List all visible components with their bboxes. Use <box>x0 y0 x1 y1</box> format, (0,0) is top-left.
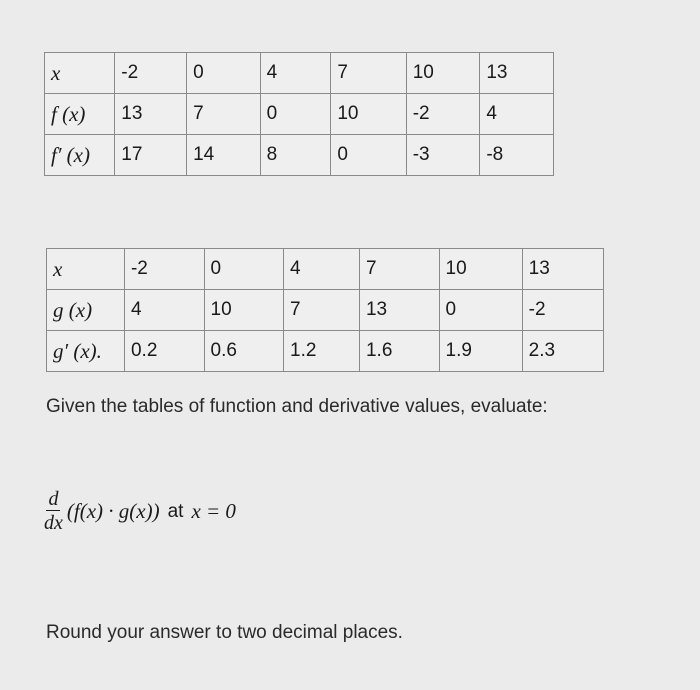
row-label: f (x) <box>45 94 115 135</box>
table-row <box>45 53 554 94</box>
table-row <box>45 94 554 135</box>
table-cell: 10 <box>204 290 284 331</box>
table-cell: 8 <box>260 135 331 176</box>
table-cell: 4 <box>124 290 204 331</box>
table-cell: 10 <box>439 249 522 290</box>
table-cell: -2 <box>522 290 603 331</box>
table-cell: 0.6 <box>204 331 284 372</box>
table-cell: 10 <box>331 94 406 135</box>
row-label: g (x) <box>47 290 125 331</box>
rounding-note: Round your answer to two decimal places. <box>46 622 403 643</box>
evaluation-point: x = 0 <box>191 499 236 523</box>
table-cell: 13 <box>522 249 603 290</box>
table-cell: 0 <box>260 94 331 135</box>
table-cell: 4 <box>260 53 331 94</box>
table-cell: -2 <box>115 53 187 94</box>
table-cell: 14 <box>187 135 261 176</box>
table-cell: 0.2 <box>124 331 204 372</box>
fraction-numerator: d <box>48 488 59 510</box>
table-cell: 0 <box>439 290 522 331</box>
table-cell: 7 <box>331 53 406 94</box>
table-cell: 10 <box>406 53 480 94</box>
row-label: x <box>47 249 125 290</box>
table-cell: 1.9 <box>439 331 522 372</box>
f-values-table <box>44 52 554 176</box>
table-cell: 4 <box>480 94 554 135</box>
table-cell: -2 <box>124 249 204 290</box>
table-cell: 0 <box>187 53 261 94</box>
table-cell: 0 <box>331 135 406 176</box>
table-cell: 7 <box>359 249 439 290</box>
table-cell: -3 <box>406 135 480 176</box>
row-label: x <box>45 53 115 94</box>
table-cell: 13 <box>359 290 439 331</box>
instruction-text: Given the tables of function and derivative values, evaluate: <box>46 396 548 417</box>
table-cell: 7 <box>284 290 360 331</box>
table-cell: 4 <box>284 249 360 290</box>
table-cell: 7 <box>187 94 261 135</box>
fraction-denominator: dx <box>44 512 63 534</box>
row-label: f′ (x) <box>45 135 115 176</box>
at-word: at <box>167 500 184 522</box>
table-cell: 2.3 <box>522 331 603 372</box>
table-cell: 17 <box>115 135 187 176</box>
g-values-table <box>46 248 604 372</box>
table-cell: 0 <box>204 249 284 290</box>
table-cell: 13 <box>480 53 554 94</box>
table-row <box>47 249 604 290</box>
row-label: g′ (x). <box>47 331 125 372</box>
table-cell: -8 <box>480 135 554 176</box>
table-cell: -2 <box>406 94 480 135</box>
table-cell: 1.2 <box>284 331 360 372</box>
table-cell: 13 <box>115 94 187 135</box>
table-row <box>47 290 604 331</box>
derivative-fraction <box>44 488 63 535</box>
derivative-expression <box>44 488 236 535</box>
product-expression: (f(x) · g(x)) <box>66 499 160 523</box>
table-cell: 1.6 <box>359 331 439 372</box>
table-row <box>47 331 604 372</box>
table-row <box>45 135 554 176</box>
